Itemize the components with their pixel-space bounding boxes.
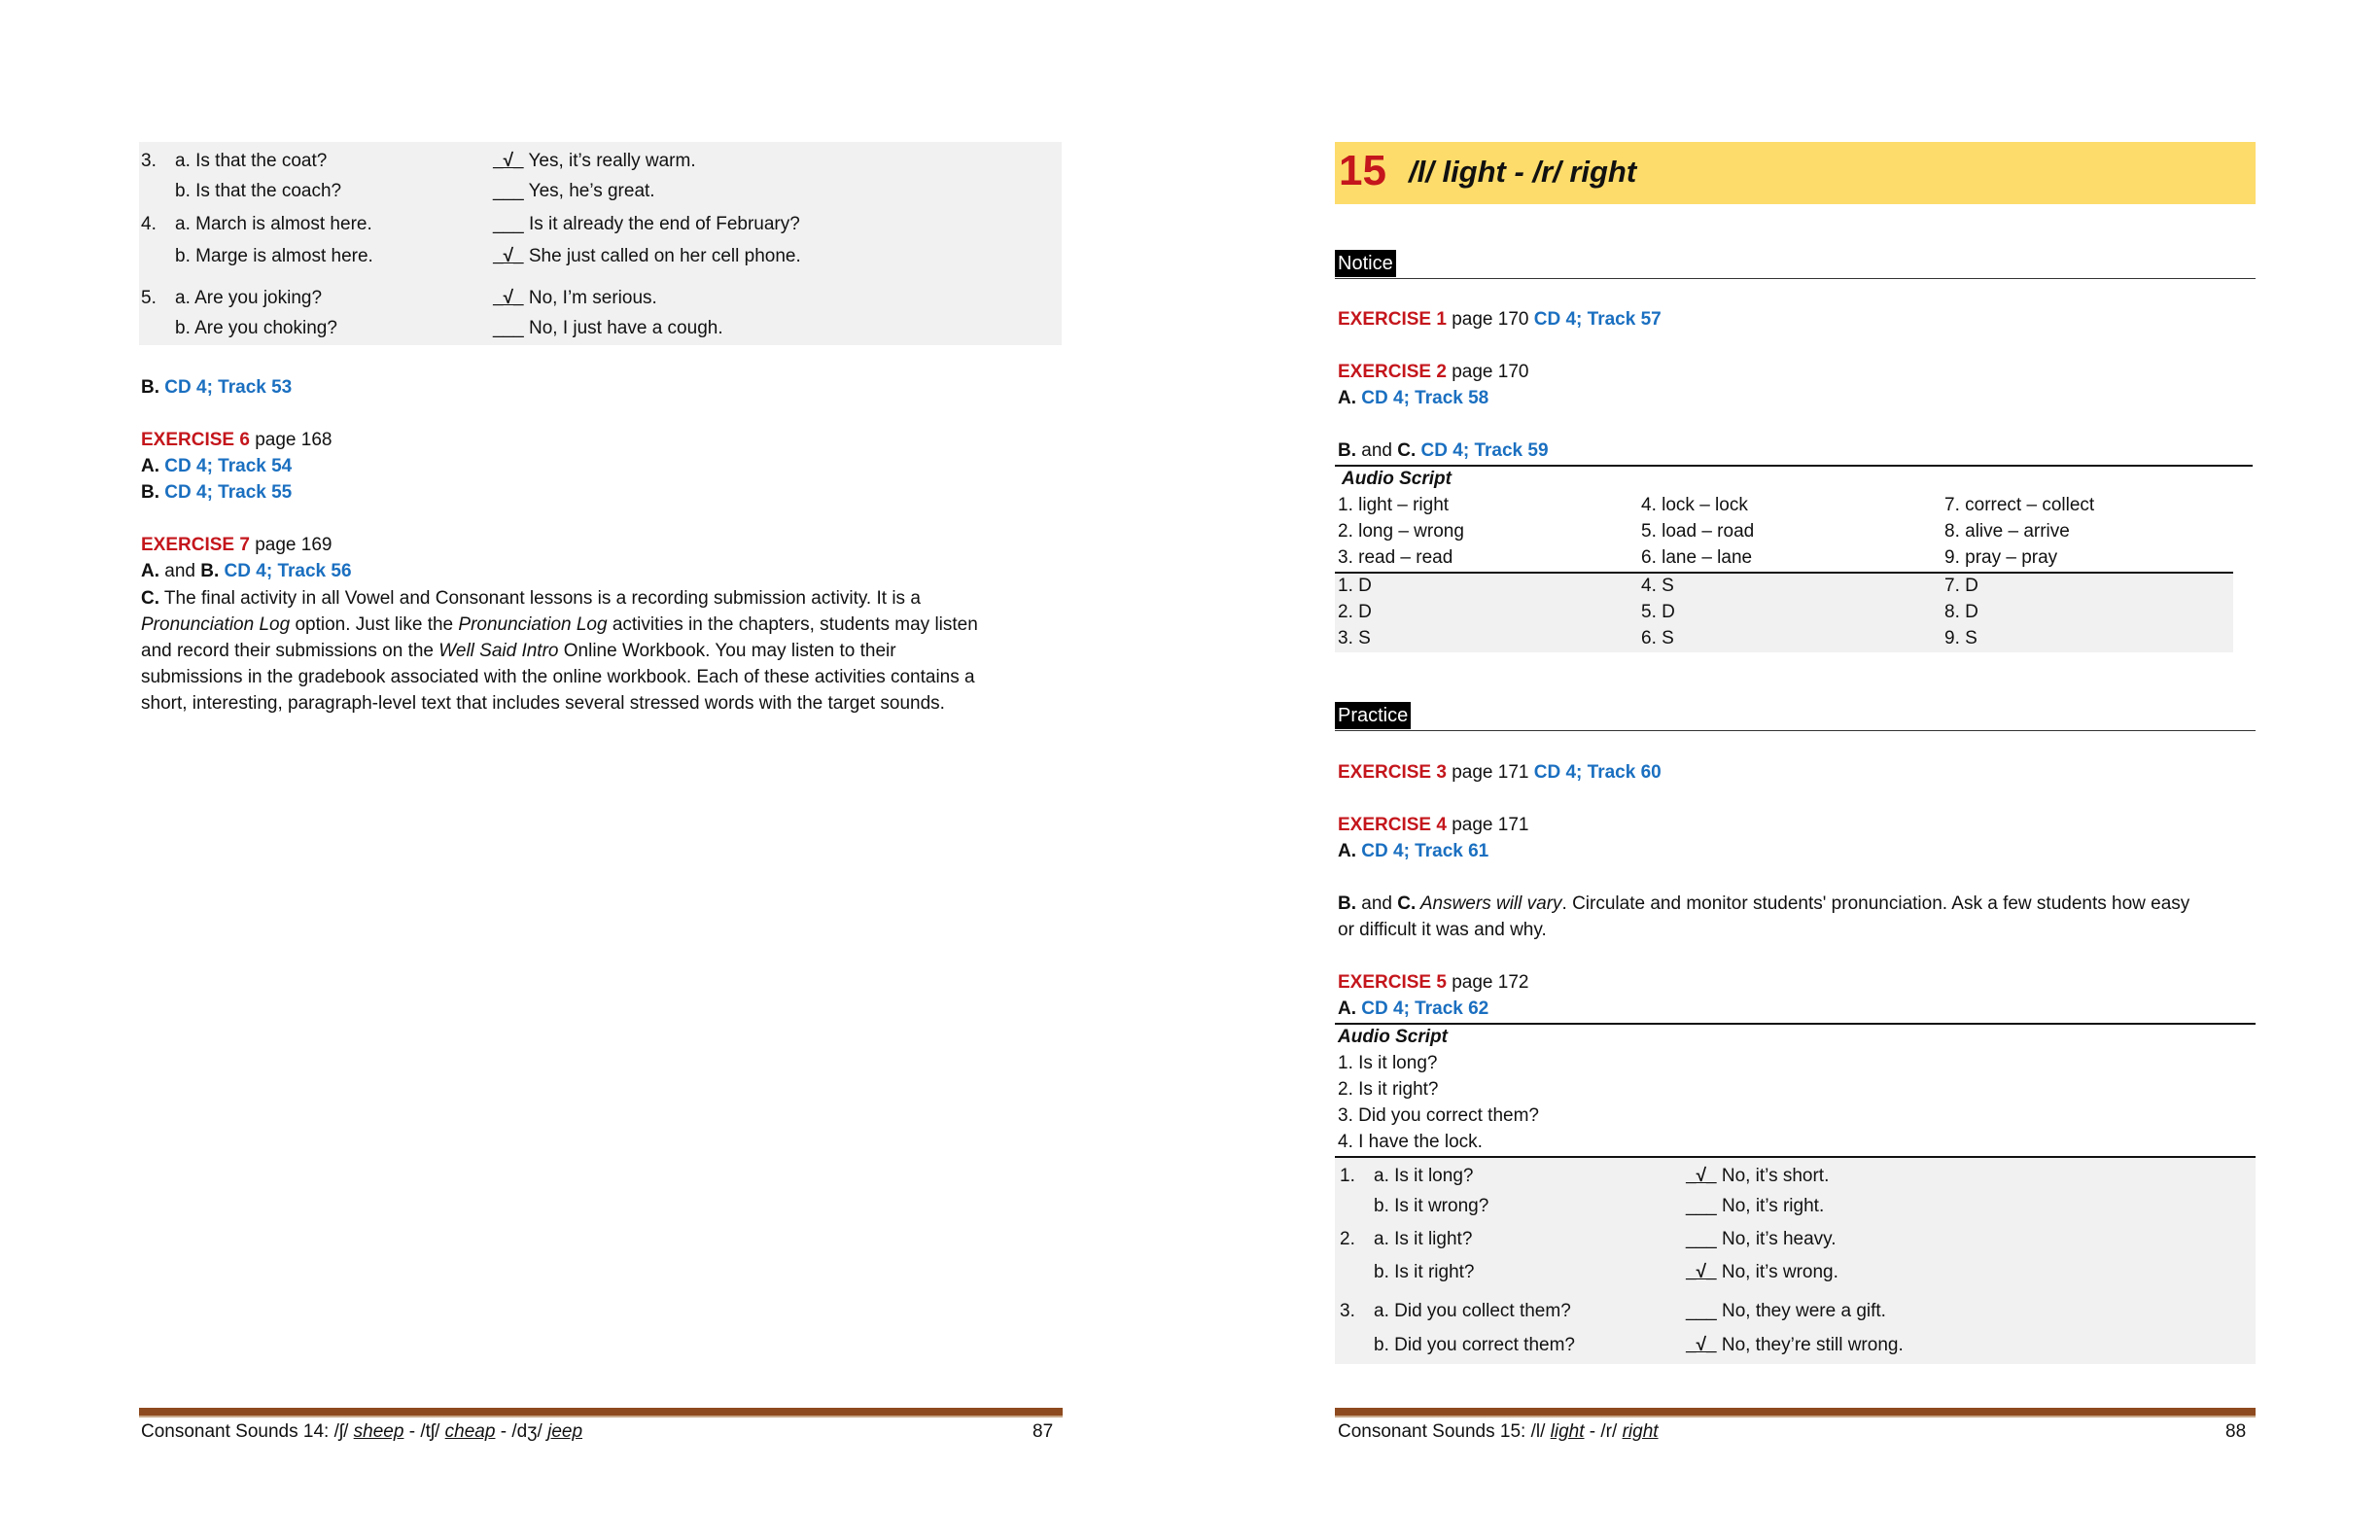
check-mark: _√_ [1686, 1335, 1717, 1355]
page-ref: page 168 [249, 430, 332, 450]
answer-text: No, they’re still wrong. [1716, 1335, 1904, 1355]
script-item: 7. correct – collect [1944, 495, 2095, 515]
exercise-7-part-c-paragraph [141, 585, 1065, 717]
exercise-7-parts-ab [141, 559, 1065, 585]
paragraph-text: short, interesting, paragraph-level text that includes several stressed words with the target sounds. [141, 693, 945, 714]
script-item: 1. Is it long? [1338, 1053, 1438, 1073]
answer [1686, 1227, 1837, 1253]
part-label: B. [1338, 440, 1356, 461]
track-label: CD 4; Track 60 [1533, 762, 1662, 783]
answer-item: 6. S [1641, 628, 1674, 648]
blank-mark: ___ [493, 181, 524, 201]
answer [493, 179, 655, 205]
footer-word: jeep [547, 1421, 583, 1442]
question: a. Did you collect them? [1374, 1301, 1571, 1321]
exercise-4-heading [1338, 813, 2256, 839]
table-row [1338, 519, 2256, 545]
table-row [1338, 1190, 2256, 1223]
footer-right [1338, 1419, 1659, 1446]
question: b. Are you choking? [175, 318, 337, 338]
script-item: 2. Is it right? [1338, 1079, 1439, 1100]
chapter-title: /l/ light - /r/ right [1409, 155, 1637, 189]
part-label: B. [200, 561, 220, 581]
exercise-5-heading [1338, 970, 2256, 997]
answer-key-grid [1335, 574, 2233, 652]
item-number: 1. [1340, 1166, 1355, 1186]
page-ref: page 170 [1446, 362, 1529, 382]
table-row [1338, 1223, 2256, 1256]
table-row [139, 276, 1062, 313]
script-item: 4. I have the lock. [1338, 1132, 1483, 1152]
part-label: B. [141, 377, 159, 398]
part-label: C. [141, 588, 159, 609]
conjunction: and [1356, 440, 1398, 461]
answer [1686, 1260, 1838, 1286]
question: a. March is almost here. [175, 214, 372, 234]
footer-rule-left [139, 1408, 1063, 1416]
conjunction: and [1356, 893, 1398, 914]
question: a. Is it long? [1374, 1166, 1474, 1186]
answer-table-left [139, 142, 1062, 345]
item-number: 2. [1340, 1229, 1355, 1249]
exercise-4-parts-bc-cont [1338, 918, 2256, 944]
exercise-5-part-a [1338, 997, 2256, 1023]
script-item: 9. pray – pray [1944, 547, 2058, 568]
exercise-label: EXERCISE 7 [141, 535, 250, 555]
page-ref: page 170 [1446, 309, 1534, 330]
answer [1686, 1164, 1829, 1190]
exercise-label: EXERCISE 2 [1338, 362, 1447, 382]
blank-mark: ___ [1686, 1229, 1717, 1249]
part-label: C. [1397, 893, 1417, 914]
exercise-2-part-a [1338, 386, 2256, 412]
table-row [1338, 600, 2233, 626]
table-row [139, 313, 1062, 343]
exercise-7-heading [141, 533, 1065, 559]
audio-script-label: Audio Script [1338, 1027, 1448, 1047]
answer [493, 316, 723, 342]
blank-mark: ___ [1686, 1196, 1717, 1216]
exercise-label: EXERCISE 6 [141, 430, 250, 450]
answer [493, 212, 800, 238]
answer [493, 149, 696, 175]
answer-text: Yes, it’s really warm. [523, 151, 696, 171]
paragraph-text: The final activity in all Vowel and Consonant lessons is a recording submission activity. It is a [159, 588, 921, 609]
answer-item: 8. D [1944, 602, 1978, 622]
answer [493, 286, 657, 312]
paragraph-text: . Circulate and monitor students' pronunciation. Ask a few students how easy [1561, 893, 2190, 914]
exercise-1-heading [1338, 307, 2256, 333]
part-label: B. [141, 482, 159, 503]
footer-word: right [1622, 1421, 1659, 1442]
page-ref: page 172 [1446, 972, 1529, 993]
answer-text: No, it’s short. [1716, 1166, 1830, 1186]
blank-mark: ___ [493, 214, 524, 234]
table-row [1338, 626, 2233, 652]
script-item: 5. load – road [1641, 521, 1755, 542]
answer-text: No, it’s wrong. [1716, 1262, 1838, 1282]
answer-item: 7. D [1944, 576, 1978, 596]
track-label: CD 4; Track 57 [1533, 309, 1662, 330]
practice-content [1338, 760, 2256, 1364]
track-label: CD 4; Track 54 [164, 456, 293, 476]
answer-text: No, I just have a cough. [523, 318, 723, 338]
paragraph-text: Pronunciation Log [458, 614, 608, 635]
exercise-6-part-b [141, 480, 1065, 507]
table-row [139, 146, 1062, 176]
question: b. Is it wrong? [1374, 1196, 1489, 1216]
table-row [1338, 545, 2256, 572]
answer-text: Yes, he’s great. [523, 181, 655, 201]
answer-table-right [1335, 1158, 2256, 1364]
audio-script-grid [1338, 493, 2256, 572]
script-item: 6. lane – lane [1641, 547, 1753, 568]
exercise-2-heading [1338, 360, 2256, 386]
answer-item: 5. D [1641, 602, 1675, 622]
audio-script-label: Audio Script [1342, 469, 1452, 489]
question: b. Marge is almost here. [175, 246, 373, 266]
part-label: A. [1338, 998, 1356, 1019]
script-item: 3. read – read [1338, 547, 1453, 568]
track-label: CD 4; Track 53 [164, 377, 293, 398]
answer-text: She just called on her cell phone. [523, 246, 801, 266]
track-label: CD 4; Track 59 [1420, 440, 1549, 461]
exercise-3-heading [1338, 760, 2256, 787]
part-b-line [141, 375, 1065, 402]
exercise-6-part-a [141, 454, 1065, 480]
table-row [1338, 493, 2256, 519]
item-number: 3. [1340, 1301, 1355, 1321]
paragraph-text: Pronunciation Log [141, 614, 291, 635]
paragraph-text: and record their submissions on the [141, 641, 439, 661]
paragraph-text: or difficult it was and why. [1338, 920, 1547, 940]
item-number: 3. [141, 151, 157, 171]
item-number: 4. [141, 214, 157, 234]
paragraph-text: Well Said Intro [438, 641, 559, 661]
exercise-label: EXERCISE 4 [1338, 815, 1447, 835]
exercise-2-parts-bc [1338, 438, 2256, 465]
practice-section-heading [1335, 702, 2256, 731]
exercise-4-parts-bc [1338, 892, 2256, 918]
conjunction: and [159, 561, 201, 581]
footer-word: sheep [353, 1421, 404, 1442]
table-row [1338, 574, 2233, 600]
exercise-4-part-a [1338, 839, 2256, 865]
exercise-label: EXERCISE 5 [1338, 972, 1447, 993]
exercise-label: EXERCISE 3 [1338, 762, 1447, 783]
question: a. Is it light? [1374, 1229, 1473, 1249]
notice-content [1338, 307, 2256, 652]
answer [1686, 1194, 1824, 1220]
left-content [141, 375, 1065, 717]
chapter-number: 15 [1339, 147, 1386, 194]
answer-item: 1. D [1338, 576, 1372, 596]
table-row [1338, 1295, 2256, 1329]
page-ref: page 169 [249, 535, 332, 555]
table-row [1338, 1160, 2256, 1190]
footer-rule-right [1335, 1408, 2256, 1416]
script-item: 4. lock – lock [1641, 495, 1748, 515]
page-ref: page 171 [1446, 762, 1534, 783]
footer-text: - /r/ [1584, 1421, 1623, 1442]
script-item: 1. light – right [1338, 495, 1450, 515]
answer-item: 9. S [1944, 628, 1978, 648]
footer-text: Consonant Sounds 15: /l/ [1338, 1421, 1551, 1442]
part-label: C. [1397, 440, 1417, 461]
table-row [139, 206, 1062, 241]
blank-mark: ___ [493, 318, 524, 338]
table-row [1338, 1256, 2256, 1295]
answer-text: No, I’m serious. [523, 288, 657, 308]
check-mark: _√_ [1686, 1262, 1717, 1282]
question: b. Is that the coach? [175, 181, 342, 201]
check-mark: _√_ [1686, 1166, 1717, 1186]
track-label: CD 4; Track 55 [164, 482, 293, 503]
track-label: CD 4; Track 56 [224, 561, 352, 581]
answer [493, 244, 801, 270]
page-ref: page 171 [1446, 815, 1529, 835]
table-row [139, 241, 1062, 276]
footer-text: - /tʃ/ [403, 1421, 445, 1442]
script-item: 3. Did you correct them? [1338, 1105, 1539, 1126]
check-mark: _√_ [493, 288, 524, 308]
audio-script-heading-2 [1338, 1025, 2256, 1051]
section-label: Notice [1335, 250, 1396, 277]
check-mark: _√_ [493, 151, 524, 171]
exercise-6-heading [141, 428, 1065, 454]
check-mark: _√_ [493, 246, 524, 266]
part-label: B. [1338, 893, 1356, 914]
answer-text: No, it’s right. [1716, 1196, 1825, 1216]
question: b. Did you correct them? [1374, 1335, 1575, 1355]
table-row [1338, 1329, 2256, 1360]
paragraph-text: submissions in the gradebook associated with the online workbook. Each of these activities contains a [141, 667, 975, 687]
item-number: 5. [141, 288, 157, 308]
notice-section-heading [1335, 250, 2256, 279]
answer-text: No, it’s heavy. [1716, 1229, 1837, 1249]
paragraph-text: activities in the chapters, students may listen [607, 614, 978, 635]
audio-script-heading [1338, 467, 2256, 493]
question: a. Is that the coat? [175, 151, 328, 171]
footer-text: - /dʒ/ [495, 1421, 548, 1442]
answer-item: 4. S [1641, 576, 1674, 596]
page-number: 87 [1032, 1421, 1054, 1442]
paragraph-text: option. Just like the [290, 614, 459, 635]
question: b. Is it right? [1374, 1262, 1475, 1282]
track-label: CD 4; Track 62 [1361, 998, 1489, 1019]
blank-mark: ___ [1686, 1301, 1717, 1321]
answer-item: 2. D [1338, 602, 1372, 622]
page-number: 88 [2225, 1421, 2247, 1442]
script-item: 8. alive – arrive [1944, 521, 2070, 542]
answer-item: 3. S [1338, 628, 1371, 648]
part-label: A. [141, 456, 159, 476]
question: a. Are you joking? [175, 288, 323, 308]
answer [1686, 1333, 1904, 1359]
section-label: Practice [1335, 702, 1411, 729]
chapter-banner [1335, 142, 2256, 204]
paragraph-text: Online Workbook. You may listen to their [558, 641, 896, 661]
part-label: A. [141, 561, 159, 581]
answer-text: No, they were a gift. [1716, 1301, 1886, 1321]
part-label: A. [1338, 841, 1356, 861]
part-label: A. [1338, 388, 1356, 408]
footer-text: Consonant Sounds 14: /ʃ/ [141, 1421, 354, 1442]
footer-left [141, 1419, 582, 1446]
exercise-label: EXERCISE 1 [1338, 309, 1447, 330]
answer [1686, 1299, 1886, 1325]
track-label: CD 4; Track 61 [1361, 841, 1489, 861]
track-label: CD 4; Track 58 [1361, 388, 1489, 408]
answer-text: Is it already the end of February? [523, 214, 800, 234]
footer-word: cheap [444, 1421, 496, 1442]
table-row [139, 176, 1062, 206]
script-item: 2. long – wrong [1338, 521, 1464, 542]
footer-word: light [1550, 1421, 1585, 1442]
paragraph-text: Answers will vary [1416, 893, 1562, 914]
